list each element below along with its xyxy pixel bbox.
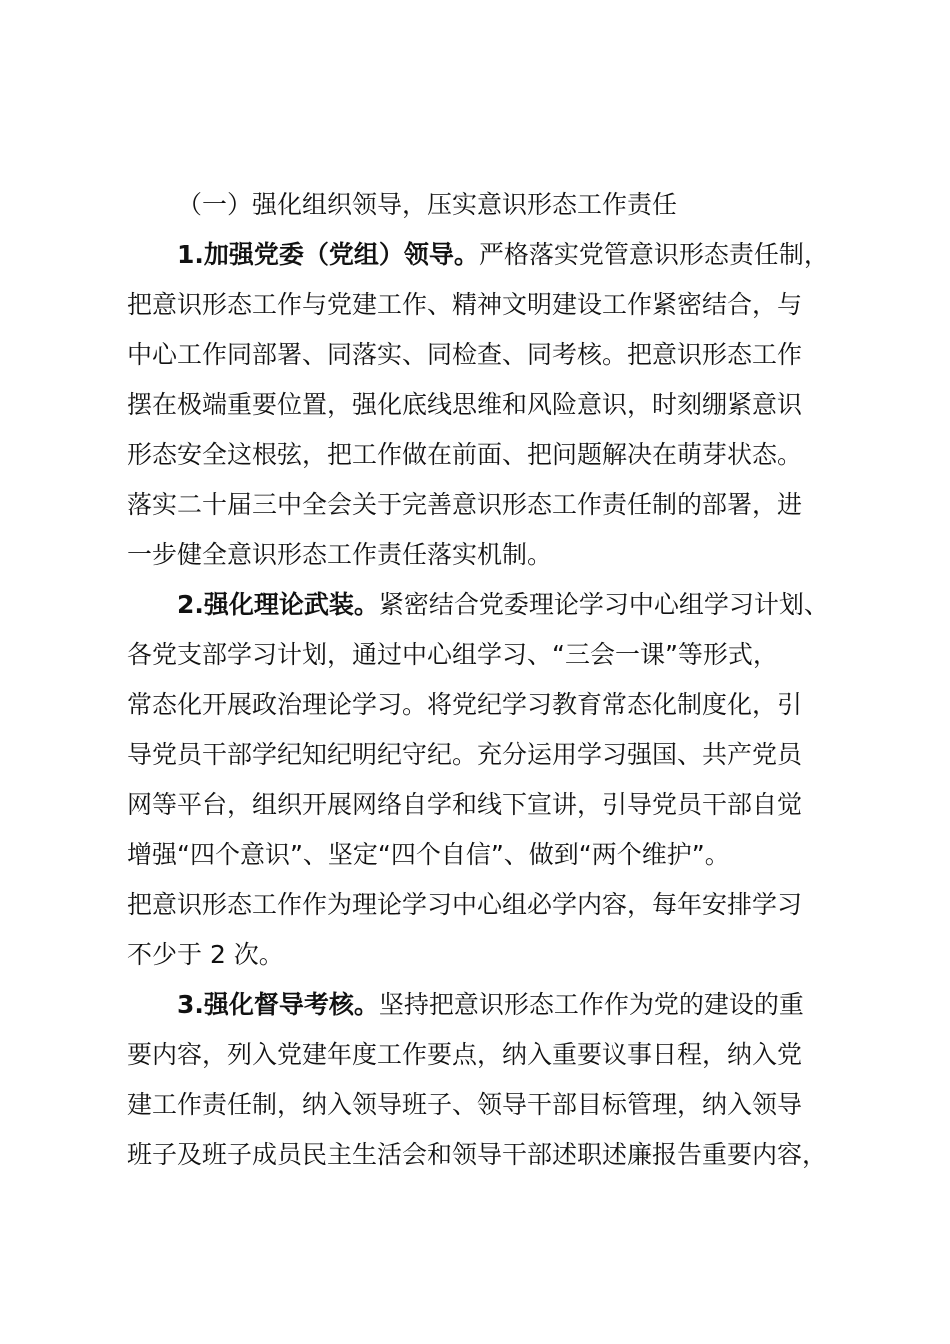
paragraph-1-text: 严格落实党管意识形态责任制，	[478, 240, 829, 269]
paragraph-1-line-1	[127, 230, 837, 280]
paragraph-2-title: 2.强化理论武装。	[177, 590, 379, 619]
paragraph-2-line-3: 常态化开展政治理论学习。将党纪学习教育常态化制度化，引	[127, 690, 803, 719]
paragraph-3-line-4: 班子及班子成员民主生活会和领导干部述职述廉报告重要内容，	[127, 1140, 828, 1169]
paragraph-3-line-2: 要内容，列入党建年度工作要点，纳入重要议事日程，纳入党	[127, 1040, 803, 1069]
paragraph-3-line-3: 建工作责任制，纳入领导班子、领导干部目标管理，纳入领导	[127, 1090, 803, 1119]
paragraph-3	[127, 980, 837, 1180]
paragraph-3-text: 坚持把意识形态工作作为党的建设的重	[378, 990, 804, 1019]
paragraph-3-title: 3.强化督导考核。	[177, 990, 379, 1019]
document-body	[127, 180, 837, 1180]
section-heading: （一）强化组织领导，压实意识形态工作责任	[177, 190, 678, 219]
paragraph-1-line-4: 摆在极端重要位置，强化底线思维和风险意识，时刻绷紧意识	[127, 390, 803, 419]
paragraph-1-line-3: 中心工作同部署、同落实、同检查、同考核。把意识形态工作	[127, 340, 803, 369]
paragraph-2-line-8: 不少于 2 次。	[127, 940, 284, 969]
paragraph-1-title: 1.加强党委（党组）领导。	[177, 240, 479, 269]
paragraph-1-line-6: 落实二十届三中全会关于完善意识形态工作责任制的部署，进	[127, 490, 803, 519]
paragraph-1	[127, 230, 837, 580]
paragraph-2-line-6: 增强“四个意识”、坚定“四个自信”、做到“两个维护”。	[127, 840, 730, 869]
paragraph-1-line-7: 一步健全意识形态工作责任落实机制。	[127, 540, 553, 569]
paragraph-2-line-4: 导党员干部学纪知纪明纪守纪。充分运用学习强国、共产党员	[127, 740, 803, 769]
paragraph-2-text: 紧密结合党委理论学习中心组学习计划、	[378, 590, 829, 619]
paragraph-2-line-1	[127, 580, 837, 630]
paragraph-3-line-1	[127, 980, 837, 1030]
paragraph-2-line-5: 网等平台，组织开展网络自学和线下宣讲，引导党员干部自觉	[127, 790, 803, 819]
paragraph-1-line-5: 形态安全这根弦，把工作做在前面、把问题解决在萌芽状态。	[127, 440, 803, 469]
paragraph-1-line-2: 把意识形态工作与党建工作、精神文明建设工作紧密结合，与	[127, 290, 803, 319]
paragraph-2-line-2: 各党支部学习计划，通过中心组学习、“三会一课”等形式，	[127, 640, 778, 669]
paragraph-2	[127, 580, 837, 980]
paragraph-2-line-7: 把意识形态工作作为理论学习中心组必学内容，每年安排学习	[127, 890, 803, 919]
